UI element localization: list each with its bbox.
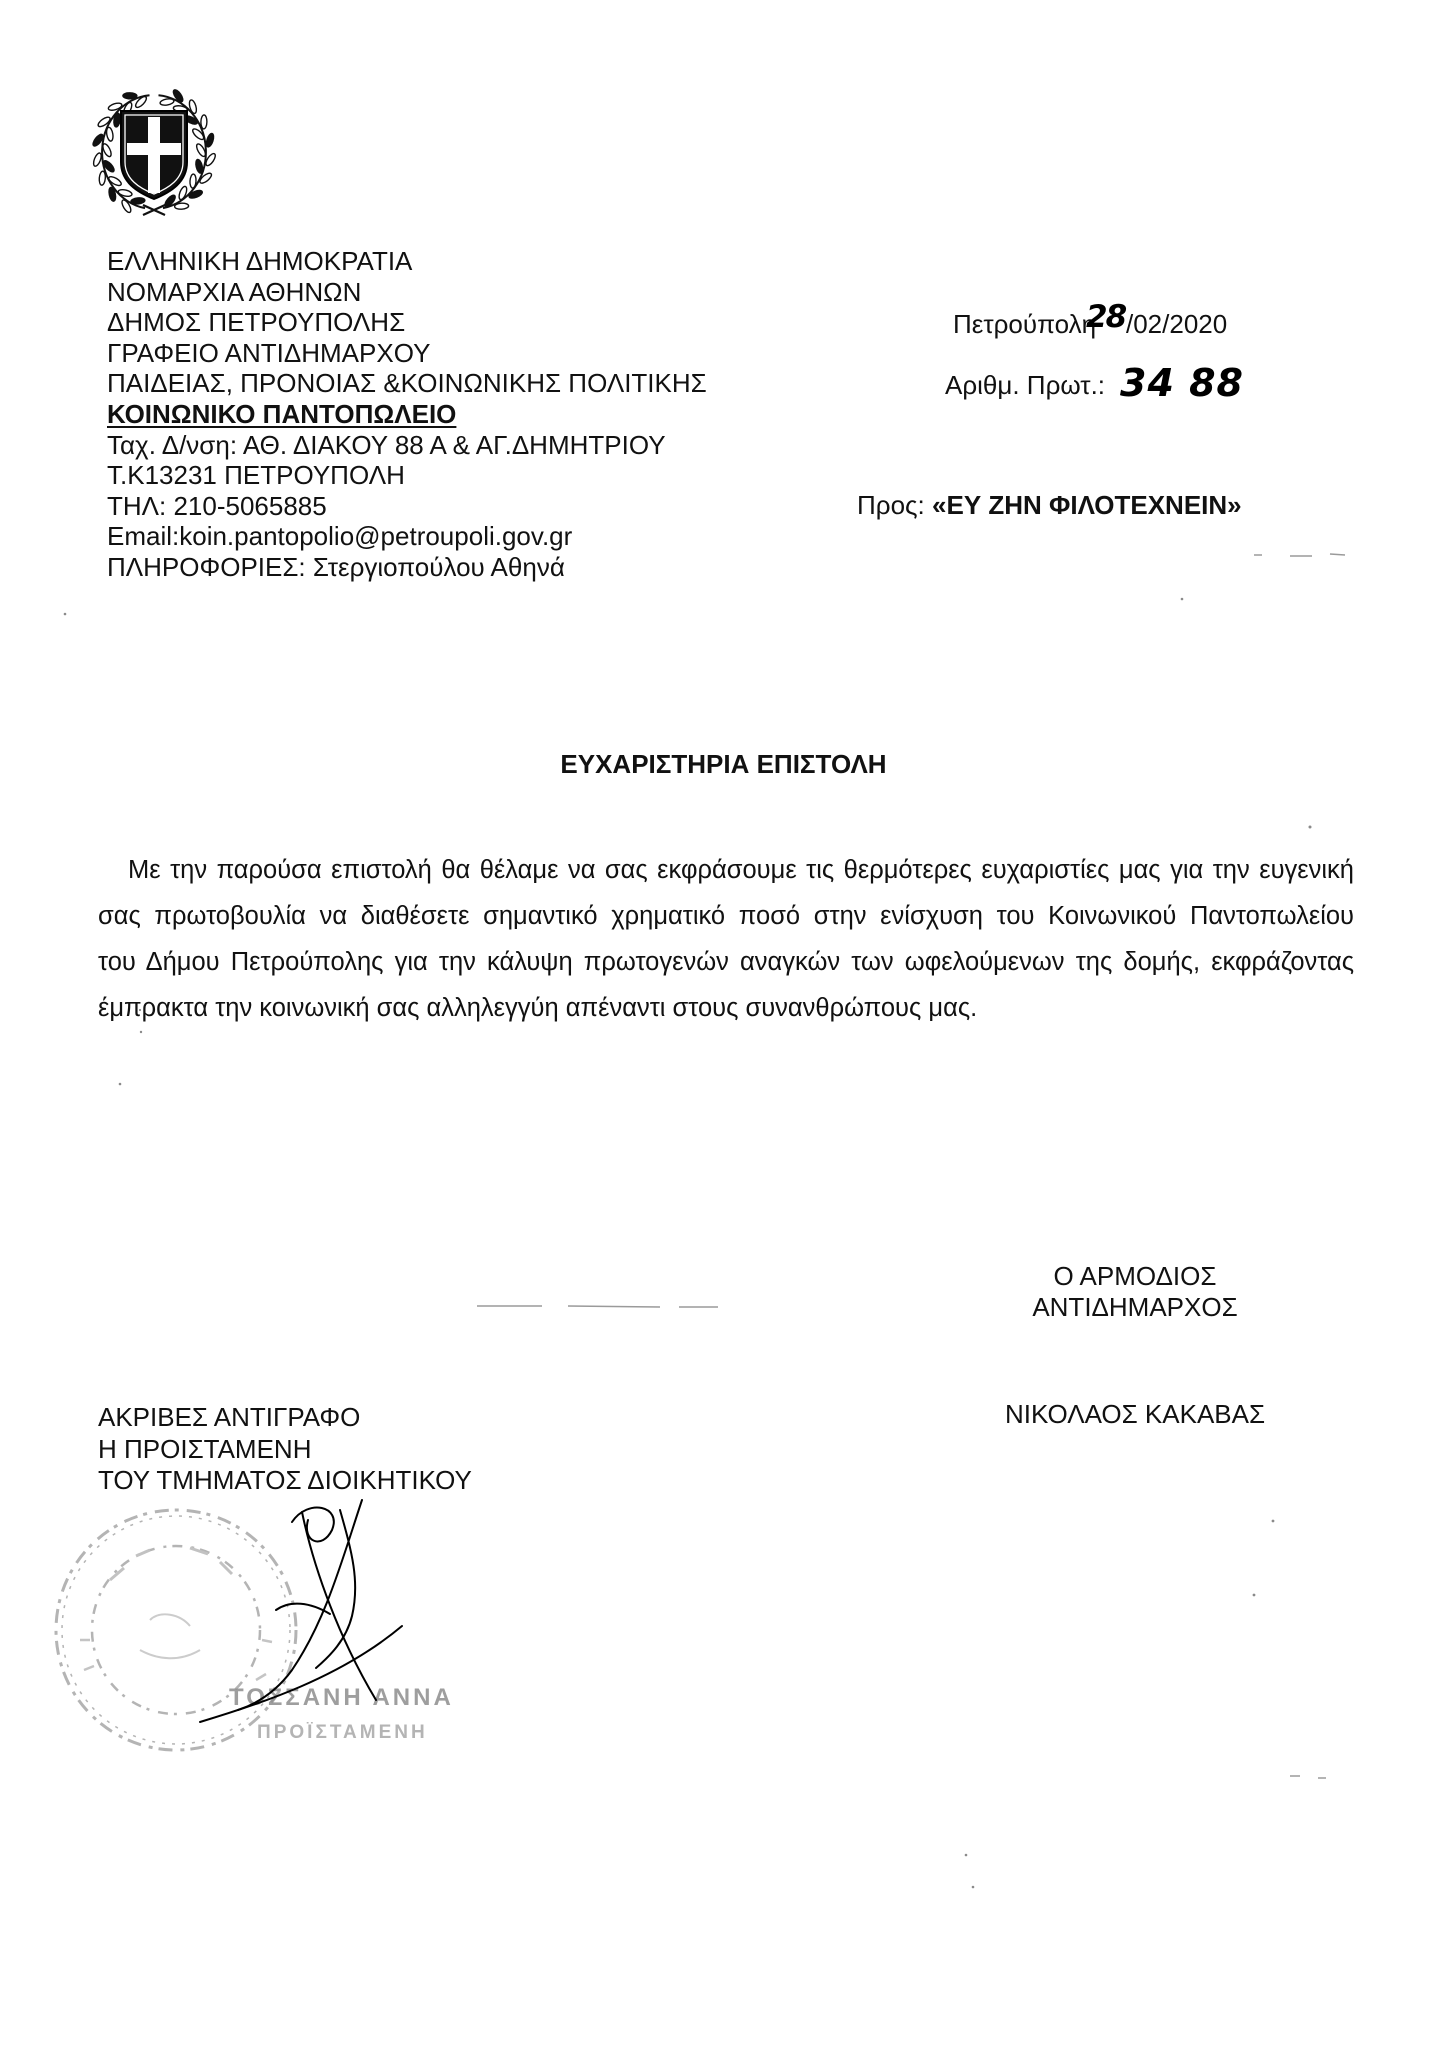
shield: [121, 111, 187, 199]
date-place: Πετρούπολη: [953, 309, 1097, 339]
contact-person: ΠΛΗΡΟΦΟΡΙΕΣ: Στεργιοπούλου Αθηνά: [107, 551, 565, 582]
certified-copy-line: ΑΚΡΙΒΕΣ ΑΝΤΙΓΡΑΦΟ: [98, 1402, 361, 1432]
handwritten-signature: [40, 1490, 520, 1790]
postal-address: Ταχ. Δ/νση: ΑΘ. ΔΙΑΚΟΥ 88 Α & ΑΓ.ΔΗΜΗΤΡΙΟΥ: [107, 429, 666, 460]
recipient: [857, 490, 1242, 520]
header-line: ΠΑΙΔΕΙΑΣ, ΠΡΟΝΟΙΑΣ &ΚΟΙΝΩΝΙΚΗΣ ΠΟΛΙΤΙΚΗΣ: [107, 368, 707, 399]
body-line: έμπρακτα την κοινωνική σας αλληλεγγύη απέναντι στους συνανθρώπους μας.: [98, 994, 978, 1022]
sender-header: [107, 246, 707, 583]
header-line: ΕΛΛΗΝΙΚΗ ΔΗΜΟΚΡΑΤΙΑ: [107, 246, 413, 276]
signatory-position: ΑΝΤΙΔΗΜΑΡΧΟΣ: [1032, 1292, 1238, 1322]
body-line: Με την παρούσα επιστολή θα θέλαμε να σας εκφράσουμε τις θερμότερες ευχαριστίες μας για την ευγενική: [128, 856, 1354, 884]
handwritten-protocol-number: 34 88: [1120, 361, 1244, 405]
body-line: σας πρωτοβουλία να διαθέσετε σημαντικό χρηματικό ποσό στην ενίσχυση του Κοινωνικού Παντοπωλείου: [98, 902, 1354, 930]
date-month-year: /02/2020: [1126, 309, 1228, 339]
email-address: Email:koin.pantopolio@petroupoli.gov.gr: [107, 521, 573, 552]
certified-copy-block: [98, 1402, 472, 1497]
signatory-role-line: Ο ΑΡΜΟΔΙΟΣ: [1053, 1261, 1217, 1291]
postal-code: Τ.Κ13231 ΠΕΤΡΟΥΠΟΛΗ: [107, 460, 405, 491]
header-line: ΓΡΑΦΕΙΟ ΑΝΤΙΔΗΜΑΡΧΟΥ: [107, 337, 431, 368]
department-name: ΚΟΙΝΩΝΙΚΟ ΠΑΝΤΟΠΩΛΕΙΟ: [107, 398, 457, 429]
recipient-name: «ΕΥ ΖΗΝ ΦΙΛΟΤΕΧΝΕΙΝ»: [932, 490, 1242, 520]
protocol-label: Αριθμ. Πρωτ.:: [945, 370, 1106, 400]
signatory-role: [935, 1261, 1335, 1323]
header-line: ΔΗΜΟΣ ΠΕΤΡΟΥΠΟΛΗΣ: [107, 307, 406, 338]
phone-number: ΤΗΛ: 210-5065885: [107, 490, 327, 521]
greek-coat-of-arms-icon: [91, 84, 217, 217]
certified-copy-line: Η ΠΡΟΙΣΤΑΜΕΝΗ: [98, 1433, 312, 1464]
stamp-name: ΤΟΣΣΑΝΗ ΑΝΝΑ: [229, 1684, 454, 1711]
header-line: ΝΟΜΑΡΧΙΑ ΑΘΗΝΩΝ: [107, 276, 362, 307]
signatory-name: ΝΙΚΟΛΑΟΣ ΚΑΚΑΒΑΣ: [1004, 1399, 1266, 1429]
recipient-label: Προς:: [857, 490, 925, 520]
body-line: του Δήμου Πετρούπολης για την κάλυψη πρωτογενών αναγκών των ωφελούμενων της δομής, εκφράζοντας: [98, 948, 1354, 976]
certified-copy-line: ΤΟΥ ΤΜΗΜΑΤΟΣ ΔΙΟΙΚΗΤΙΚΟΥ: [98, 1465, 472, 1495]
handwritten-day: 28: [1086, 299, 1126, 335]
stamp-title: ΠΡΟΪΣΤΑΜΕΝΗ: [257, 1722, 428, 1743]
letter-title: ΕΥΧΑΡΙΣΤΗΡΙΑ ΕΠΙΣΤΟΛΗ: [560, 749, 887, 779]
